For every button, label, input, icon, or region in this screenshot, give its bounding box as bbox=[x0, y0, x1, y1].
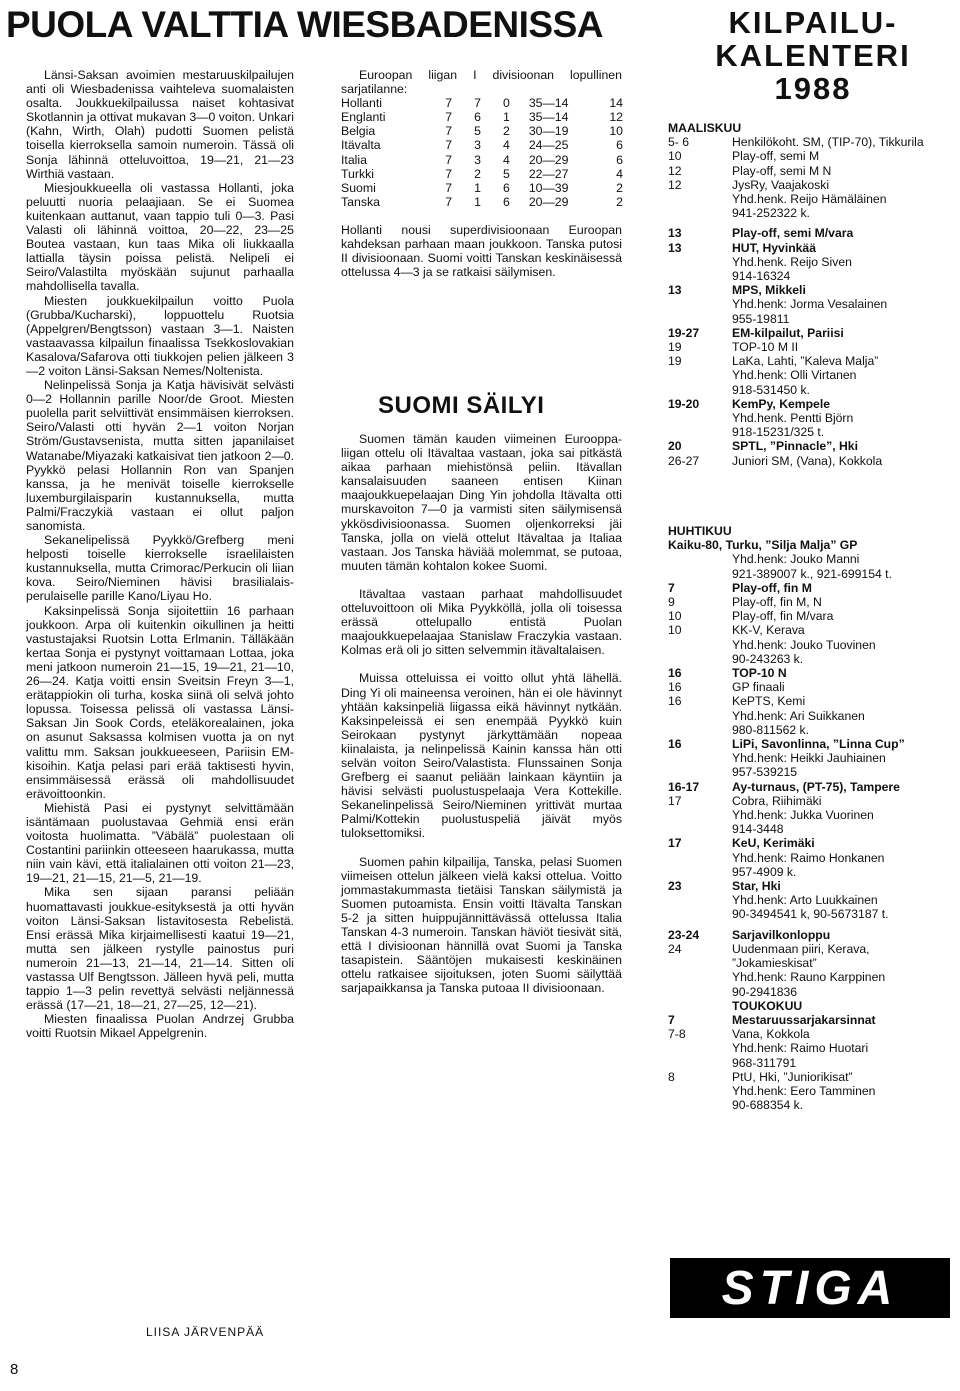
calendar-date: 20 bbox=[668, 439, 682, 454]
article-paragraph: Nelinpelissä Sonja ja Katja hävisivät selvästi 0—2 Hollannin parille Noor/de Groot. Miesten puolella parit selviittivät ensimmäisen kierroksen. Seiro/Valasti otti hyvän 2—1 voiton Norjan Ström/Gustavsenista, mutta sitten japanilaiset Watanabe/Miyazaki katkaisivat tien jatkoon 2—0. Pyykkö pelasi Hollannin Ron van Spanjen kanssa, ja he menivät toiselle kierrokselle luxemburgilaisparin kustannuksella, mutta Palmi/Fraczykiä vastaan ei ollut paljon sanomista. bbox=[26, 378, 294, 533]
standings-cell-team: Itävalta bbox=[341, 138, 381, 153]
article-paragraph: Miesten joukkuekilpailun voitto Puola (Grubba/Kucharski), loppuottelu Ruotsia (Appelgren/Bengtsson) vastaan 3—1. Naisten vastaavassa kilpailun finaalissa Tsekkoslovakian Kasalova/Safarova otti tiukkojen pelien jälkeen 3—2 voiton Länsi-Saksan Nemes/Noltenista. bbox=[26, 293, 294, 378]
standings-cell-pts: 2 bbox=[616, 180, 623, 195]
standings-cell-w: 1 bbox=[474, 180, 481, 195]
standings-cell-p: 7 bbox=[445, 180, 453, 195]
standings-cell-goals: 24—25 bbox=[528, 138, 569, 153]
calendar-date: 24 bbox=[668, 941, 682, 956]
standings-row bbox=[341, 138, 623, 152]
standings-row bbox=[341, 153, 623, 167]
calendar-event: EM-kilpailut, Pariisi bbox=[732, 325, 844, 340]
standings-cell-p: 7 bbox=[445, 194, 453, 209]
standings-cell-p: 7 bbox=[445, 96, 453, 111]
standings-cell-goals: 20—29 bbox=[528, 194, 569, 209]
standings-cell-team: Belgia bbox=[341, 124, 376, 139]
standings-cell-goals: 35—14 bbox=[528, 110, 569, 125]
calendar-event: MPS, Mikkeli bbox=[732, 283, 806, 298]
calendar-date: 10 bbox=[668, 609, 682, 624]
calendar-event: 921-389007 k., 921-699154 t. bbox=[732, 566, 892, 581]
article-paragraph: Suomen tämän kauden viimeinen Eurooppa-liigan ottelu oli Itävaltaa vastaan, joka sai pitkästä aikaa parhaan miehistönsä peliin. Itävallan kansalaisuuden saaneen entisen Kiinan maajoukkuepelaajan Ding Yin johdolla Itävalta otti murskavoiton 7—0 ja varmisti siten säilymisensä ykkösdivisioonassa. Suomen oljenkorreksi jäi Tanska, jolla on vielä ottelut Itävaltaa ja Italiaa vastaan. Jos Tanska häviää molemmat, se putoaa, muuten tämän kohtalon kokee Suomi. bbox=[341, 432, 622, 573]
calendar-event: Play-off, fin M bbox=[732, 580, 812, 595]
calendar-event: Sarjavilkonloppu bbox=[732, 927, 831, 942]
calendar-entry bbox=[668, 893, 950, 907]
calendar-entry bbox=[668, 822, 950, 836]
calendar-title bbox=[688, 6, 938, 105]
standings-cell-pts: 6 bbox=[616, 152, 623, 167]
calendar-event: 957-4909 k. bbox=[732, 864, 797, 879]
calendar-entry bbox=[668, 970, 950, 984]
calendar-entry bbox=[668, 985, 950, 999]
standings-cell-w: 3 bbox=[474, 152, 481, 167]
calendar-entry bbox=[668, 680, 950, 694]
article-paragraph: Sekanelipelissä Pyykkö/Grefberg meni helposti toiselle kierrokselle israelilaisten kustannuksella, mutta Crimorac/Perkucin oli liian kova. Seiro/Nieminen hävisi brasilialais-perulaiselle parille Kano/Liyau Ho. bbox=[26, 533, 294, 604]
calendar-event: KeU, Kerimäki bbox=[732, 836, 815, 851]
standings-cell-p: 7 bbox=[445, 166, 453, 181]
calendar-event: Mestaruussarjakarsinnat bbox=[732, 1012, 876, 1027]
calendar-entry bbox=[668, 652, 950, 666]
standings-cell-l: 4 bbox=[502, 138, 510, 153]
calendar-date bbox=[668, 751, 732, 765]
standings-row bbox=[341, 167, 623, 181]
standings-cell-pts: 4 bbox=[616, 166, 623, 181]
calendar-date bbox=[668, 552, 732, 566]
calendar-date bbox=[668, 312, 732, 326]
calendar-event: GP finaali bbox=[732, 680, 785, 695]
stiga-logo bbox=[670, 1258, 950, 1318]
calendar-date: 10 bbox=[668, 623, 682, 638]
calendar-date bbox=[668, 1084, 732, 1098]
calendar-entry bbox=[668, 567, 950, 581]
subhead: SUOMI SÄILYI bbox=[378, 392, 545, 419]
calendar-entry bbox=[668, 149, 950, 163]
standings-cell-w: 7 bbox=[474, 96, 481, 111]
calendar-entry bbox=[668, 397, 950, 411]
standings-cell-l: 6 bbox=[502, 180, 510, 195]
calendar-entry bbox=[668, 226, 950, 240]
calendar-entry bbox=[668, 794, 950, 808]
calendar-date bbox=[668, 297, 732, 311]
calendar-event: Play-off, fin M/vara bbox=[732, 609, 834, 624]
byline: LIISA JÄRVENPÄÄ bbox=[146, 1325, 265, 1339]
standings-section bbox=[341, 68, 622, 279]
calendar-date bbox=[668, 206, 732, 220]
calendar-event: KemPy, Kempele bbox=[732, 396, 830, 411]
calendar-date: 16-17 bbox=[668, 779, 700, 794]
standings-cell-goals: 22—27 bbox=[528, 166, 569, 181]
calendar-event: Yhd.henk: Ari Suikkanen bbox=[732, 708, 865, 723]
calendar-event: 968-311791 bbox=[732, 1055, 797, 1070]
calendar-event: KK-V, Kerava bbox=[732, 623, 805, 638]
standings-note: Hollanti nousi superdivisioonaan Euroopan kahdeksan parhaan maan joukkoon. Tanska putosi II divisioonaan. Suomi voitti Tanskan keskinäisessä ottelussa 4—3 ja se ratkaisi säilymisen. bbox=[341, 222, 622, 280]
standings-cell-goals: 10—39 bbox=[528, 180, 569, 195]
standings-cell-l: 6 bbox=[502, 194, 510, 209]
standings-cell-l: 2 bbox=[502, 124, 510, 139]
standings-cell-w: 1 bbox=[474, 194, 481, 209]
calendar-entry bbox=[668, 269, 950, 283]
calendar-date: 16 bbox=[668, 694, 682, 709]
calendar-event: Yhd.henk: Arto Luukkainen bbox=[732, 893, 878, 908]
calendar-entry bbox=[668, 312, 950, 326]
calendar-date: 26-27 bbox=[668, 453, 700, 468]
calendar-date: 23-24 bbox=[668, 927, 700, 942]
calendar-entry bbox=[668, 851, 950, 865]
standings-cell-team: Italia bbox=[341, 152, 367, 167]
article-paragraph: Itävaltaa vastaan parhaat mahdollisuudet otteluvoittoon oli Mika Pyykköllä, jolla oli toisessa erässä ottelupallo entistä Puolan maajoukkuepelaajaa Stanislaw Fraczykia vastaan. Kolmas erä oli jo sitten selvemmin itävaltalaisen. bbox=[341, 586, 622, 658]
calendar-entry bbox=[668, 425, 950, 439]
calendar-date bbox=[668, 567, 732, 581]
calendar-date bbox=[668, 411, 732, 425]
calendar-event: 90-688354 k. bbox=[732, 1098, 804, 1113]
month-heading: HUHTIKUU bbox=[668, 524, 732, 538]
calendar-event: Cobra, Riihimäki bbox=[732, 793, 822, 808]
calendar-date bbox=[668, 709, 732, 723]
calendar-entry bbox=[668, 255, 950, 269]
standings-cell-p: 7 bbox=[445, 152, 453, 167]
calendar-date: 10 bbox=[668, 149, 682, 164]
calendar-entry bbox=[668, 283, 950, 297]
standings-table bbox=[341, 96, 623, 209]
calendar-event: Yhd.henk. Reijo Hämäläinen bbox=[732, 192, 887, 207]
calendar-event: 955-19811 bbox=[732, 311, 790, 326]
calendar-entry bbox=[668, 907, 950, 921]
calendar-march bbox=[668, 121, 950, 468]
calendar-entry bbox=[668, 879, 950, 893]
standings-row bbox=[341, 181, 623, 195]
standings-cell-p: 7 bbox=[445, 124, 453, 139]
calendar-event: Juniori SM, (Vana), Kokkola bbox=[732, 453, 883, 468]
calendar-entry bbox=[668, 1041, 950, 1055]
calendar-entry bbox=[668, 865, 950, 879]
standings-cell-l: 0 bbox=[502, 96, 510, 111]
standings-cell-team: Englanti bbox=[341, 110, 386, 125]
standings-row bbox=[341, 96, 623, 110]
calendar-event: Henkilökoht. SM, (TIP-70), Tikkurila bbox=[732, 135, 924, 150]
calendar-date bbox=[668, 192, 732, 206]
article-paragraph: Miehistä Pasi ei pystynyt selvittämään isäntämaan puolustavaa Gehmiä ensi erän voitosta huolimatta. ”Väbälä” puolestaan oli Costantini pariinkin otteeseen haarukassa, mutta niin vain kävi, että italialainen otti voiton 21—23, 19—21, 21—15, 21—5, 21—19. bbox=[26, 800, 294, 886]
calendar-event: 90-3494541 k, 90-5673187 t. bbox=[732, 907, 889, 922]
calendar-entry bbox=[668, 1013, 950, 1027]
standings-cell-goals: 35—14 bbox=[528, 96, 569, 111]
calendar-title-line1: KILPAILU- bbox=[728, 5, 898, 40]
calendar-entry bbox=[668, 297, 950, 311]
calendar-date: 19-27 bbox=[668, 325, 700, 340]
calendar-date bbox=[668, 269, 732, 283]
calendar-date: 7 bbox=[668, 580, 675, 595]
calendar-date: 8 bbox=[668, 1069, 675, 1084]
calendar-event: Play-off, semi M/vara bbox=[732, 226, 854, 241]
calendar-entry bbox=[668, 942, 950, 970]
article-paragraph: Mika sen sijaan paransi peliään huomattavasti joukkue-esityksestä ja otti hyvän voiton Länsi-Saksan listavitosesta Rebelistä. Ensi erässä Mika kirjaimellisesti kaatui 19—21, mutta sen jälkeen rystylle painostus puri numeroin 21—13, 21—14, 21—14. Sitten oli vastassa Ulf Bengtsson. Jälleen hyvä peli, mutta tappio 1—3 pelin revettyä selvästi neljännessä erässä (17—21, 18—21, 27—25, 12—21). bbox=[26, 885, 294, 1013]
calendar-date: 19 bbox=[668, 340, 682, 355]
standings-cell-pts: 14 bbox=[609, 96, 623, 111]
calendar-event: 980-811562 k. bbox=[732, 722, 810, 737]
month-event: Kaiku-80, Turku, ”Silja Malja” GP bbox=[668, 538, 858, 553]
calendar-date bbox=[668, 822, 732, 836]
calendar-entry bbox=[668, 326, 950, 340]
calendar-title-line2: KALENTERI bbox=[715, 38, 911, 73]
calendar-entry bbox=[668, 454, 950, 468]
calendar-event: Ay-turnaus, (PT-75), Tampere bbox=[732, 779, 900, 794]
calendar-entry bbox=[668, 765, 950, 779]
calendar-date: 23 bbox=[668, 879, 682, 894]
standings-cell-l: 5 bbox=[502, 166, 510, 181]
calendar-entry bbox=[668, 164, 950, 178]
calendar-entry bbox=[668, 709, 950, 723]
calendar-date bbox=[668, 638, 732, 652]
standings-cell-w: 2 bbox=[474, 166, 481, 181]
calendar-event: 918-531450 k. bbox=[732, 382, 810, 397]
calendar-entry bbox=[668, 623, 950, 637]
calendar-event: 914-3448 bbox=[732, 822, 784, 837]
standings-cell-team: Turkki bbox=[341, 166, 375, 181]
calendar-event: Yhd.henk: Jorma Vesalainen bbox=[732, 297, 888, 312]
calendar-date: 12 bbox=[668, 177, 682, 192]
standings-row bbox=[341, 124, 623, 138]
main-article bbox=[26, 68, 294, 1040]
calendar-entry bbox=[668, 383, 950, 397]
calendar-event: TOP-10 N bbox=[732, 666, 787, 681]
article-paragraph: Miesten finaalissa Puolan Andrzej Grubba voitti Ruotsin Mikael Appelgrenin. bbox=[26, 1012, 294, 1041]
logo-text: STIGA bbox=[721, 1261, 899, 1315]
calendar-event: 941-252322 k. bbox=[732, 206, 810, 221]
calendar-date: 19 bbox=[668, 354, 682, 369]
calendar-entry bbox=[668, 192, 950, 206]
calendar-date: 13 bbox=[668, 283, 682, 298]
calendar-date bbox=[668, 893, 732, 907]
standings-cell-team: Hollanti bbox=[341, 96, 383, 111]
standings-row bbox=[341, 195, 623, 209]
calendar-date bbox=[668, 255, 732, 269]
standings-cell-pts: 12 bbox=[609, 110, 623, 125]
calendar-entry bbox=[668, 595, 950, 609]
calendar-entry bbox=[668, 928, 950, 942]
page-number: 8 bbox=[10, 1361, 19, 1378]
standings-cell-goals: 20—29 bbox=[528, 152, 569, 167]
calendar-date bbox=[668, 808, 732, 822]
calendar-entry bbox=[668, 999, 950, 1013]
standings-cell-w: 5 bbox=[474, 124, 481, 139]
calendar-date bbox=[668, 985, 732, 999]
calendar-date bbox=[668, 999, 732, 1013]
standings-intro: Euroopan liigan I divisioonan lopullinen sarjatilanne: bbox=[341, 68, 622, 97]
calendar-date bbox=[668, 865, 732, 879]
standings-cell-team: Suomi bbox=[341, 180, 376, 195]
calendar-date: 7-8 bbox=[668, 1027, 686, 1042]
calendar-event: Play-off, semi M bbox=[732, 149, 820, 164]
calendar-event: Yhd.henk: Raimo Huotari bbox=[732, 1041, 869, 1056]
calendar-entry bbox=[668, 723, 950, 737]
calendar-event: LiPi, Savonlinna, ”Linna Cup” bbox=[732, 737, 905, 752]
calendar-entry bbox=[668, 135, 950, 149]
calendar-entry bbox=[668, 241, 950, 255]
calendar-entry bbox=[668, 638, 950, 652]
calendar-event: TOP-10 M II bbox=[732, 340, 799, 355]
calendar-date bbox=[668, 723, 732, 737]
article-paragraph: Länsi-Saksan avoimien mestaruuskilpailujen anti oli Wiesbadenissa vaihteleva suomalaisten osalta. Joukkuekilpailussa naiset kohtasivat Skotlannin ja ottivat mukavan 3—0 voiton. Unkari (Kahn, Wirth, Olah) pudotti Suomen pelistä toisella kierroksella samoin numeroin. Tässä oli Sonja lähinnä otteluvoittoa, 19—21, 21—23 Wirthiä vastaan. bbox=[26, 68, 294, 181]
month-heading: MAALISKUU bbox=[668, 121, 742, 135]
calendar-entry bbox=[668, 1098, 950, 1112]
calendar-entry bbox=[668, 751, 950, 765]
calendar-date: 7 bbox=[668, 1012, 675, 1027]
calendar-entry bbox=[668, 1084, 950, 1098]
calendar-date: 13 bbox=[668, 240, 682, 255]
calendar-entry bbox=[668, 439, 950, 453]
calendar-event: Uudenmaan piiri, Kerava, ”Jokamieskisat” bbox=[732, 941, 870, 971]
calendar-event: Play-off, semi M N bbox=[732, 163, 832, 178]
calendar-date bbox=[668, 907, 732, 921]
calendar-event: Yhd.henk: Eero Tamminen bbox=[732, 1083, 876, 1098]
calendar-date: 17 bbox=[668, 793, 682, 808]
standings-row bbox=[341, 110, 623, 124]
calendar-event: 90-2941836 bbox=[732, 984, 798, 999]
calendar-event: Star, Hki bbox=[732, 879, 781, 894]
calendar-date: 13 bbox=[668, 226, 682, 241]
calendar-date bbox=[668, 368, 732, 382]
headline: PUOLA VALTTIA WIESBADENISSA bbox=[6, 4, 603, 45]
calendar-event: Yhd.henk: Jouko Tuovinen bbox=[732, 637, 876, 652]
standings-cell-l: 4 bbox=[502, 152, 510, 167]
calendar-event: Yhd.henk: Jouko Manni bbox=[732, 552, 860, 567]
standings-cell-team: Tanska bbox=[341, 194, 380, 209]
standings-cell-goals: 30—19 bbox=[528, 124, 569, 139]
article-paragraph: Miesjoukkueella oli vastassa Hollanti, joka peluutti nuoria pelaajiaan. Se ei Suomea kuitenkaan auttanut, vaan tappio tuli 0—3. Pasi Valasti oli lähinnä voittoa, 20—22, 23—25 Boutea vastaan, kun taas Mika oli liukkaalla lattialla täysin poissa pelistä. Nelipeli ei Seiro/Valastilta myöskään sujunut parhaalla mahdollisella tavalla. bbox=[26, 180, 294, 294]
calendar-year: 1988 bbox=[774, 71, 852, 106]
calendar-entry bbox=[668, 737, 950, 751]
calendar-entry bbox=[668, 368, 950, 382]
calendar-event: SPTL, ”Pinnacle”, Hki bbox=[732, 439, 858, 454]
calendar-event: PtU, Hki, ”Juniorikisat” bbox=[732, 1069, 853, 1084]
calendar-entry bbox=[668, 178, 950, 192]
calendar-entry bbox=[668, 609, 950, 623]
calendar-entry bbox=[668, 1056, 950, 1070]
calendar-date bbox=[668, 652, 732, 666]
standings-cell-p: 7 bbox=[445, 138, 453, 153]
calendar-date bbox=[668, 1041, 732, 1055]
calendar-event: 914-16324 bbox=[732, 269, 791, 284]
calendar-entry bbox=[668, 340, 950, 354]
calendar-list bbox=[668, 552, 950, 1112]
standings-cell-p: 7 bbox=[445, 110, 453, 125]
calendar-date bbox=[668, 383, 732, 397]
calendar-event: Vana, Kokkola bbox=[732, 1027, 810, 1042]
calendar-event: 918-15231/325 t. bbox=[732, 425, 825, 440]
calendar-event: KePTS, Kemi bbox=[732, 694, 806, 709]
standings-cell-w: 3 bbox=[474, 138, 481, 153]
standings-cell-pts: 10 bbox=[609, 124, 623, 139]
calendar-entry bbox=[668, 808, 950, 822]
calendar-event: HUT, Hyvinkää bbox=[732, 240, 816, 255]
calendar-date: 16 bbox=[668, 666, 682, 681]
calendar-date bbox=[668, 1098, 732, 1112]
standings-cell-l: 1 bbox=[502, 110, 510, 125]
calendar-date bbox=[668, 1056, 732, 1070]
calendar-date: 12 bbox=[668, 163, 682, 178]
calendar-entry bbox=[668, 552, 950, 566]
calendar-list bbox=[668, 135, 950, 468]
calendar-event: Yhd.henk. Reijo Siven bbox=[732, 254, 852, 269]
calendar-entry bbox=[668, 694, 950, 708]
article-paragraph: Kaksinpelissä Sonja sijoitettiin 16 parhaan joukkoon. Arpa oli kuitenkin oikullinen ja heitti vastustajaksi Ruotsin Lotta Erlmanin. Tälläkään kertaa Sonja ei pystynyt voittamaan Lottaa, joka meni jatkoon numeroin 21—15, 19—21, 21—10, 26—24. Katja voitti ensin Sveitsin Freyn 3—1, erätappiokin oli turha, koska siinä oli selvä johto lopussa. Toisessa pelissä oli vastassa Länsi-Saksan Jin Sook Cords, eteläkorealainen, joka on asunut Saksassa kolmisen vuotta ja on nyt valittu mm. Saksan joukkueeseen, Pariisin EM-kisoihin. Katja pelasi pari erää taktisesti hyvin, ensimmäisessä erässä oli mahdollisuudet erävoittoonkin. bbox=[26, 603, 294, 801]
calendar-event: 957-539215 bbox=[732, 765, 798, 780]
calendar-entry bbox=[668, 1070, 950, 1084]
calendar-april bbox=[668, 524, 950, 1112]
second-article bbox=[341, 432, 622, 1009]
calendar-date bbox=[668, 765, 732, 779]
standings-cell-pts: 2 bbox=[616, 194, 623, 209]
calendar-event: Yhd.henk: Heikki Jauhiainen bbox=[732, 751, 886, 766]
standings-cell-w: 6 bbox=[474, 110, 481, 125]
calendar-date: 17 bbox=[668, 836, 682, 851]
calendar-date: 16 bbox=[668, 737, 682, 752]
article-paragraph: Muissa otteluissa ei voitto ollut yhtä lähellä. Ding Yi oli maineensa veroinen, hän ei ole hävinnyt yhtään kaksinpeliä liigassa eikä hävinnyt nytkään. Kaksinpeleissä ei sen enempää Pyykkö kuin Seirokaan pystynyt järkyttämään nopeaa kiinalaista, ja nelinpelissä Kainin kanssa hän otti selvän voiton Seiro/Valastista. Flunssainen Sonja Grefberg ei saanut peliään lainkaan käyntiin ja hävisi selvästi puolustuspelaaja Vera Kottekille. Sekanelinpelissä Seiro/Nieminen yrittivät murtaa Palmi/Kottekin puolustuspeliä jäivät myös tuloksettomiksi. bbox=[341, 671, 622, 841]
calendar-entry bbox=[668, 411, 950, 425]
calendar-entry bbox=[668, 836, 950, 850]
calendar-event: Yhd.henk: Raimo Honkanen bbox=[732, 850, 885, 865]
calendar-date bbox=[668, 970, 732, 984]
calendar-event: Play-off, fin M, N bbox=[732, 595, 822, 610]
calendar-event: Yhd.henk: Olli Virtanen bbox=[732, 368, 857, 383]
calendar-entry bbox=[668, 666, 950, 680]
calendar-date: 16 bbox=[668, 680, 682, 695]
calendar-event: LaKa, Lahti, ”Kaleva Malja” bbox=[732, 354, 879, 369]
calendar-date bbox=[668, 425, 732, 439]
calendar-entry bbox=[668, 206, 950, 220]
article-paragraph: Suomen pahin kilpailija, Tanska, pelasi Suomen viimeisen ottelun jälkeen vielä kaksi ottelua. Voitto jommastakummasta tietäisi Tanskan säilymistä ja Suomen putoamista. Ensin voitti Itävalta Tanskan 5-2 ja sitten huippujännittävässä ottelussa Italia Tanskan 4-3 numeroin. Tanskan häviöt tiesivät sitä, että I divisioonan hännillä ovat Suomi ja Tanska tasapistein. Sääntöjen mukaisesti keskinäinen ottelu ratkaisee sijoituksen, joten Suomi säilyttää sarjapaikkansa ja Tanska putoaa II divisioonaan. bbox=[341, 854, 622, 996]
calendar-event: Yhd.henk: Rauno Karppinen bbox=[732, 970, 886, 985]
calendar-entry bbox=[668, 354, 950, 368]
calendar-entry bbox=[668, 581, 950, 595]
calendar-event: Yhd.henk: Jukka Vuorinen bbox=[732, 808, 874, 823]
calendar-event: 90-243263 k. bbox=[732, 651, 804, 666]
calendar-event: TOUKOKUU bbox=[732, 998, 803, 1013]
calendar-date: 9 bbox=[668, 595, 675, 610]
calendar-date bbox=[668, 851, 732, 865]
calendar-event: JysRy, Vaajakoski bbox=[732, 177, 830, 192]
calendar-date: 5- 6 bbox=[668, 135, 690, 150]
calendar-event: Yhd.henk. Pentti Björn bbox=[732, 411, 854, 426]
calendar-entry bbox=[668, 1027, 950, 1041]
calendar-date: 19-20 bbox=[668, 396, 700, 411]
standings-cell-pts: 6 bbox=[616, 138, 623, 153]
calendar-entry bbox=[668, 780, 950, 794]
